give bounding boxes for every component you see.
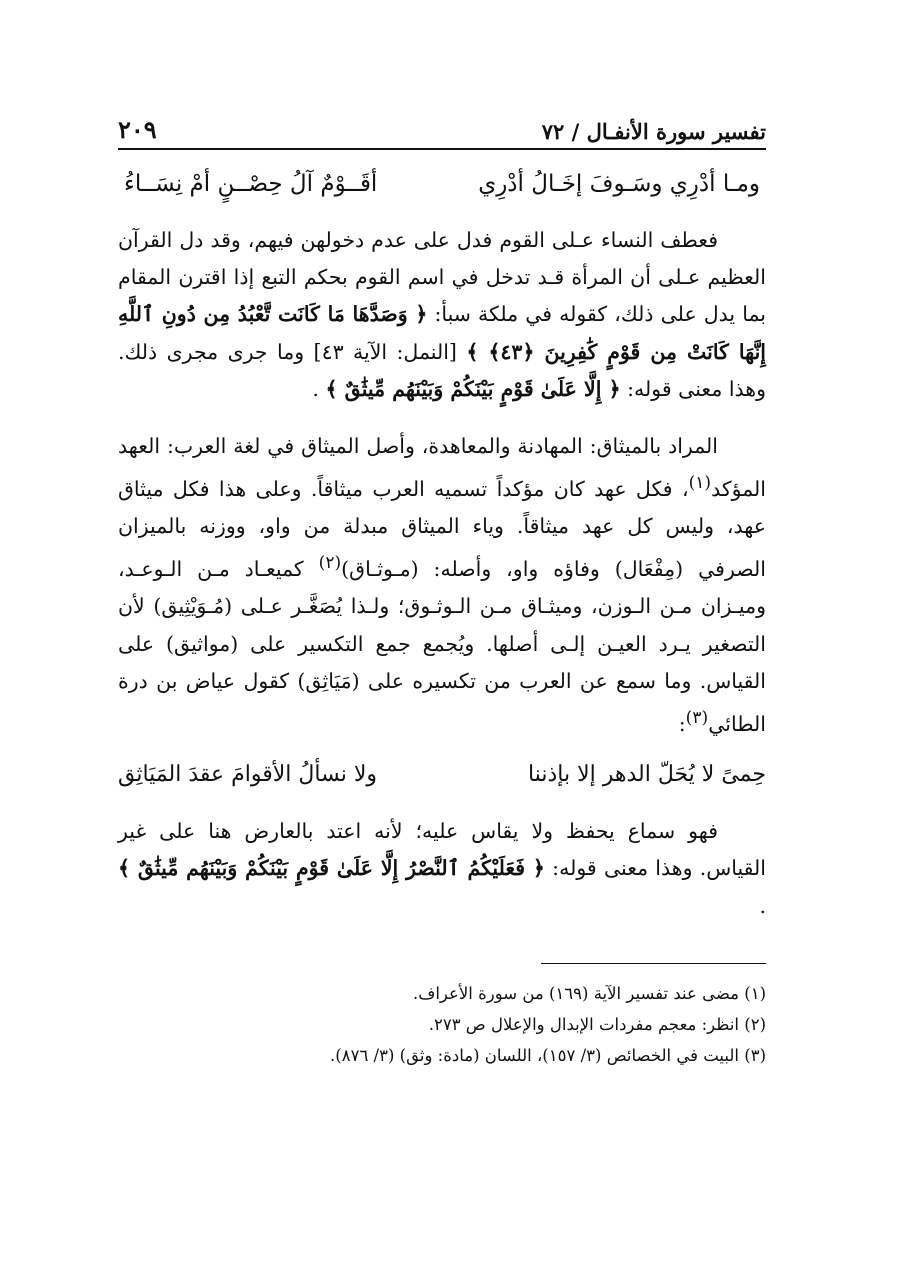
poem-verse-2 [118,757,766,793]
paragraph-3 [118,813,766,925]
paragraph-text: [النمل: الآية ٤٣] وما جرى مجرى ذلك. وهذا معنى قوله: [118,339,766,401]
footnote-3: (٣) البيت في الخصائص (٣/ ١٥٧)، اللسان (مادة: وثق) (٣/ ٨٧٦). [330,1045,766,1065]
footnote-ref-1: (١) [688,473,712,494]
paragraph-text: ، فكل عهد كان مؤكداً تسميه العرب ميثاقاً. وعلى هذا فكل ميثاق عهد، وليس كل عهد ميثاقاً. وياء الميثاق مبدلة من واو، ووزنه بالميزان الصرفي (مِفْعَال) وفاؤه واو، وأصله: (مـوثـاق) [118,477,766,582]
poem-hemistich-left: أقَــوْمٌ آلُ حِصْــنٍ أمْ نِسَــاءُ [124,171,378,197]
poem-hemistich-left: ولا نسألُ الأقوامَ عقدَ المَيَاثِق [118,762,378,788]
paragraph-text: المراد بالميثاق: المهادنة والمعاهدة، وأصل الميثاق في لغة العرب: العهد المؤكد [118,434,766,502]
paragraph-text: . [759,893,766,918]
footnotes [118,978,766,1071]
page-header [118,110,766,150]
quran-quote: ﴿ وَصَدَّهَا مَا كَانَت تَّعْبُدُ مِن دُونِ ٱللَّهِ إِنَّهَا كَانَتْ مِن قَوْمٍ كَٰفِرِينَ ﴿٤٣﴾ ﴾ [118,302,766,364]
page-number: ٢٠٩ [118,115,157,144]
paragraph-text: فهو سماع يحفظ ولا يقاس عليه؛ لأنه اعتد بالعارض هنا على غير القياس. وهذا معنى قوله: [118,819,766,881]
paragraph-text: . [312,376,326,401]
running-title: تفسير سورة الأنفـال / ٧٢ [541,119,766,144]
book-page [118,110,766,1071]
footnote-separator [541,963,766,964]
paragraph-1 [118,222,766,408]
poem-hemistich-right: حِمىً لا يُحَلّ الدهر إلا بإذننا [527,762,766,788]
footnote-1: (١) مضى عند تفسير الآية (١٦٩) من سورة الأعراف. [413,983,766,1003]
paragraph-text: كميعـاد مـن الـوعـد، وميـزان مـن الـوزن، وميثـاق مـن الـوثـوق؛ ولـذا يُصَغَّـر عـلى (مُـوَيْثِيق) لأن التصغير يـرد العيـن إلـى أصلها. ويُجمع جمع التكسير على (مواثيق) على القياس. وما سمع عن العرب من تكسيره على (مَيَاثِق) كقول عياض بن درة الطائي [118,557,766,736]
paragraph-text: : [678,711,686,736]
quran-quote: ﴿ إِلَّا عَلَىٰ قَوْمٍ بَيْنَكُمْ وَبَيْنَهُم مِّيثَٰقٌ ﴾ [325,376,621,401]
quran-quote: ﴿ فَعَلَيْكُمُ ٱلنَّصْرُ إِلَّا عَلَىٰ قَوْمٍ بَيْنَكُمْ وَبَيْنَهُم مِّيثَٰقٌ ﴾ [118,856,545,881]
poem-verse-1 [118,166,766,202]
footnote-ref-2: (٢) [318,553,342,574]
footnote-2: (٢) انظر: معجم مفردات الإبدال والإعلال ص ٢٧٣. [428,1014,766,1034]
poem-hemistich-right: ومـا أدْرِي وسَـوفَ إخَـالُ أدْرِي [478,171,760,197]
paragraph-text: فعطف النساء عـلى القوم فدل على عدم دخولهن فيهم، وقد دل القرآن العظيم عـلى أن المرأة قـد تدخل في اسم القوم بحكم التبع إذا اقترن المقام بما يدل على ذلك، كقوله في ملكة سبأ: [118,228,766,327]
footnote-ref-3: (٣) [685,708,709,729]
paragraph-2 [118,428,766,743]
